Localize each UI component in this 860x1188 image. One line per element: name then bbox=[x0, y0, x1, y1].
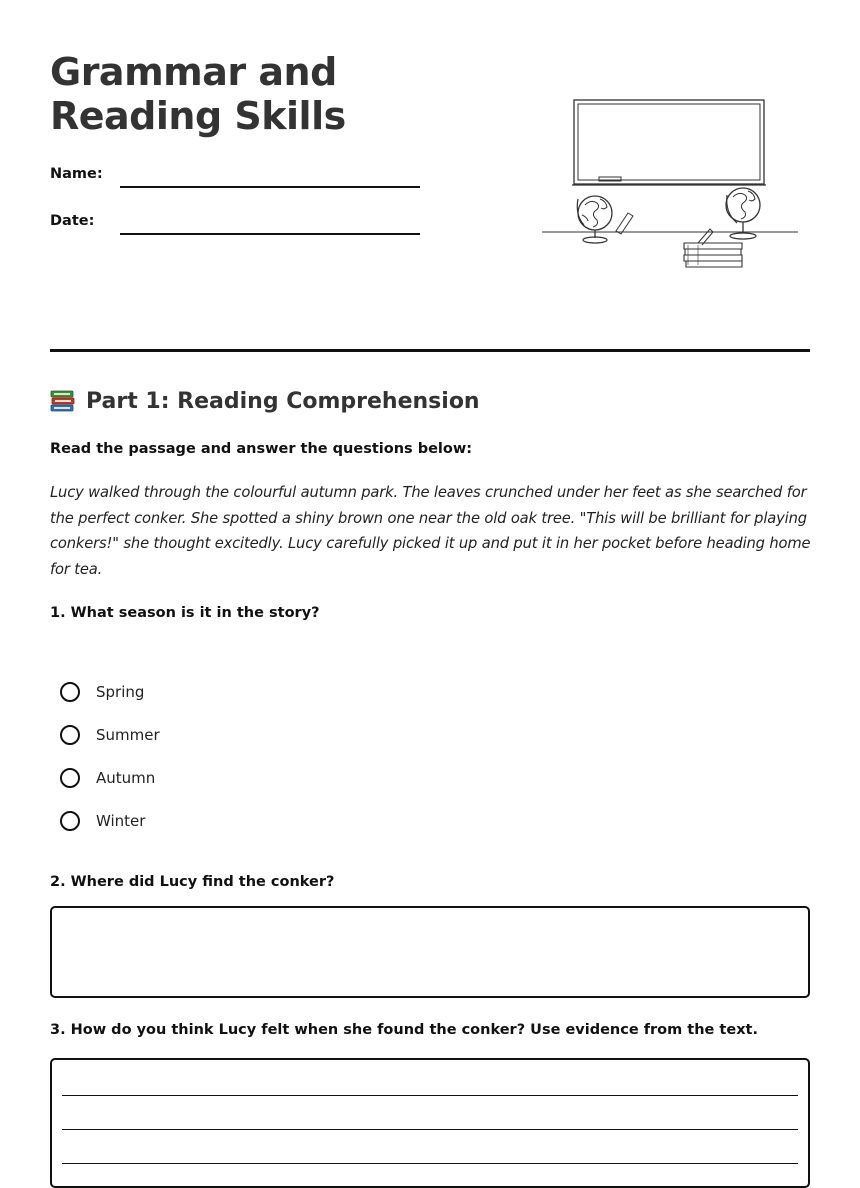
date-write-line[interactable] bbox=[120, 233, 420, 235]
option-label: Autumn bbox=[96, 768, 156, 787]
option-label: Summer bbox=[96, 725, 160, 744]
instruction-text: Read the passage and answer the questions below: bbox=[50, 441, 473, 457]
option-winter[interactable] bbox=[60, 799, 160, 842]
name-label: Name: bbox=[50, 166, 103, 182]
option-summer[interactable] bbox=[60, 713, 160, 756]
date-field bbox=[50, 213, 422, 241]
date-label: Date: bbox=[50, 213, 95, 229]
page-title: Grammar and Reading Skills bbox=[50, 50, 346, 138]
radio-button[interactable] bbox=[60, 768, 80, 788]
section-heading-text: Part 1: Reading Comprehension bbox=[86, 388, 480, 414]
answer-box-question-3[interactable] bbox=[50, 1058, 810, 1188]
answer-write-line bbox=[62, 1095, 798, 1096]
question-1: 1. What season is it in the story? bbox=[50, 605, 320, 621]
header-divider bbox=[50, 349, 810, 352]
answer-box-question-2[interactable] bbox=[50, 906, 810, 998]
chalkboard-icon bbox=[572, 100, 766, 185]
question-1-options bbox=[60, 670, 160, 842]
answer-write-line bbox=[62, 1129, 798, 1130]
radio-button[interactable] bbox=[60, 811, 80, 831]
question-2: 2. Where did Lucy find the conker? bbox=[50, 874, 335, 890]
radio-button[interactable] bbox=[60, 725, 80, 745]
option-label: Winter bbox=[96, 811, 146, 830]
globe-icon bbox=[726, 188, 760, 239]
books-icon bbox=[50, 388, 76, 414]
name-write-line[interactable] bbox=[120, 186, 420, 188]
section-heading-part1 bbox=[50, 388, 480, 414]
option-autumn[interactable] bbox=[60, 756, 160, 799]
question-3: 3. How do you think Lucy felt when she found the conker? Use evidence from the text. bbox=[50, 1022, 758, 1038]
name-field bbox=[50, 166, 422, 194]
classroom-illustration bbox=[538, 95, 802, 275]
option-spring[interactable] bbox=[60, 670, 160, 713]
reading-passage: Lucy walked through the colourful autumn park. The leaves crunched under her feet as she searched for the perfect conker. She spotted a shiny brown one near the old oak tree. "This will be brilliant for playing conkers!" she thought excitedly. Lucy carefully picked it up and put it in her pocket before heading home for tea. bbox=[50, 484, 811, 578]
option-label: Spring bbox=[96, 682, 145, 701]
answer-write-line bbox=[62, 1163, 798, 1164]
globe-icon bbox=[577, 196, 633, 243]
books-stack-icon bbox=[684, 229, 742, 267]
radio-button[interactable] bbox=[60, 682, 80, 702]
